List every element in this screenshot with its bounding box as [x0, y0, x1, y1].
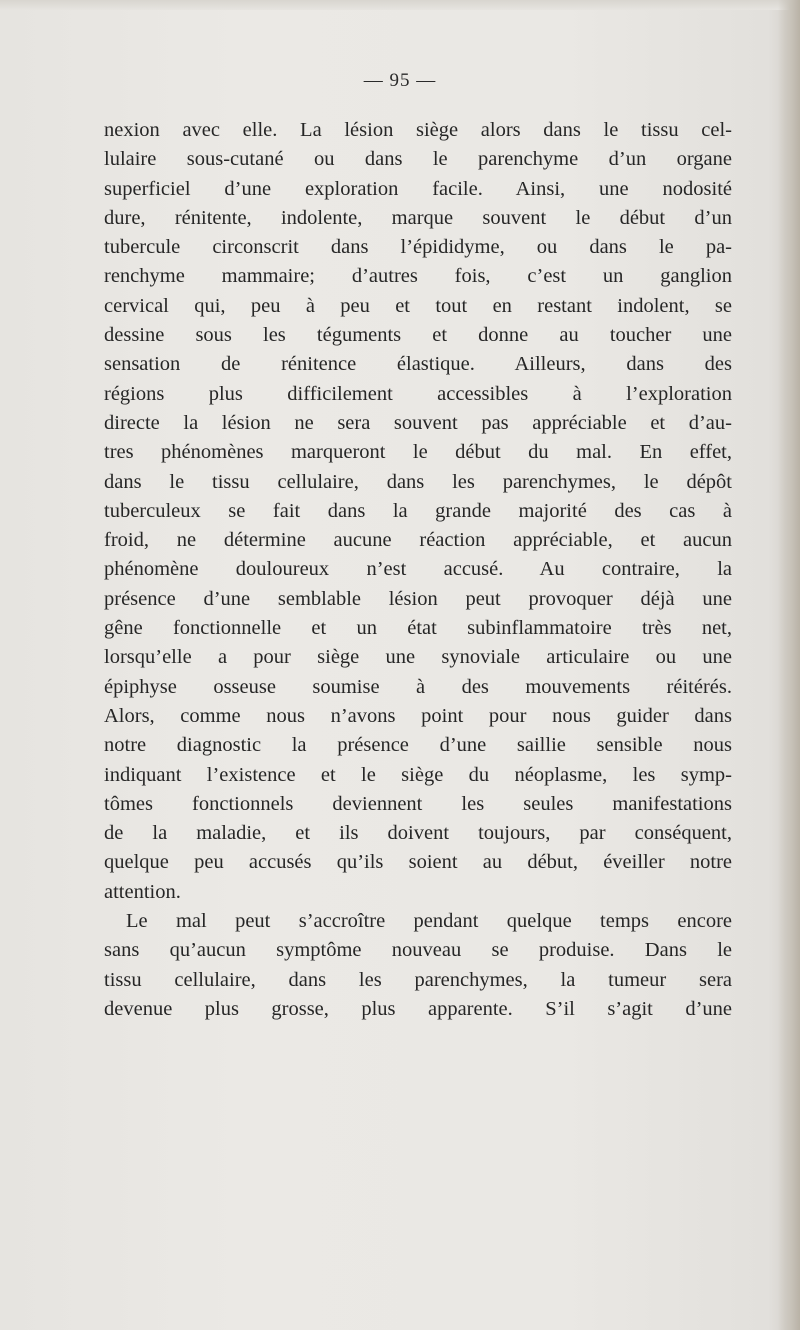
text-line: tissu cellulaire, dans les parenchymes, la tumeur sera [104, 968, 732, 991]
text-line: nexion avec elle. La lésion siège alors dans le tissu cel- [104, 119, 732, 141]
text-line: froid, ne détermine aucune réaction appréciable, et aucun [104, 529, 732, 552]
page-top-edge [0, 0, 800, 10]
text-line: indiquant l’existence et le siège du néoplasme, les symp- [104, 763, 732, 786]
text-line: quelque peu accusés qu’ils soient au début, éveiller notre [104, 851, 732, 874]
text-line: dure, rénitente, indolente, marque souvent le début d’un [104, 206, 732, 229]
text-line: attention. [104, 880, 181, 903]
text-line: épiphyse osseuse soumise à des mouvements réitérés. [104, 675, 732, 698]
text-line: dans le tissu cellulaire, dans les parenchymes, le dépôt [104, 470, 732, 493]
text-line: sans qu’aucun symptôme nouveau se produise. Dans le [104, 939, 732, 962]
text-line: superficiel d’une exploration facile. Ainsi, une nodosité [104, 177, 732, 200]
paragraph-2 [104, 907, 732, 1024]
text-line: Le mal peut s’accroître pendant quelque temps encore [126, 910, 732, 933]
paragraph-1 [104, 116, 732, 907]
page-binding-edge [778, 0, 800, 1330]
text-line: Alors, comme nous n’avons point pour nous guider dans [104, 704, 732, 727]
text-line: tuberculeux se fait dans la grande majorité des cas à [104, 499, 732, 522]
body-text [104, 116, 732, 1024]
text-line: devenue plus grosse, plus apparente. S’il s’agit d’une [104, 997, 732, 1020]
page-number: — 95 — [363, 70, 437, 91]
text-line: renchyme mammaire; d’autres fois, c’est un ganglion [104, 265, 732, 288]
text-line: de la maladie, et ils doivent toujours, par conséquent, [104, 822, 732, 845]
text-line: gêne fonctionnelle et un état subinflammatoire très net, [104, 617, 732, 640]
text-line: régions plus difficilement accessibles à l’exploration [104, 382, 732, 405]
text-line: notre diagnostic la présence d’une saillie sensible nous [104, 734, 732, 757]
text-line: présence d’une semblable lésion peut provoquer déjà une [104, 587, 732, 610]
text-line: dessine sous les téguments et donne au toucher une [104, 324, 732, 347]
text-line: tres phénomènes marqueront le début du mal. En effet, [104, 441, 732, 464]
text-line: directe la lésion ne sera souvent pas appréciable et d’au- [104, 411, 732, 434]
text-line: tômes fonctionnels deviennent les seules manifestations [104, 792, 732, 815]
text-line: cervical qui, peu à peu et tout en restant indolent, se [104, 294, 732, 317]
text-line: lorsqu’elle a pour siège une synoviale articulaire ou une [104, 646, 732, 669]
text-line: lulaire sous-cutané ou dans le parenchyme d’un organe [104, 148, 732, 171]
text-line: tubercule circonscrit dans l’épididyme, ou dans le pa- [104, 236, 732, 259]
text-line: sensation de rénitence élastique. Ailleurs, dans des [104, 353, 732, 376]
text-line: phénomène douloureux n’est accusé. Au contraire, la [104, 558, 732, 581]
